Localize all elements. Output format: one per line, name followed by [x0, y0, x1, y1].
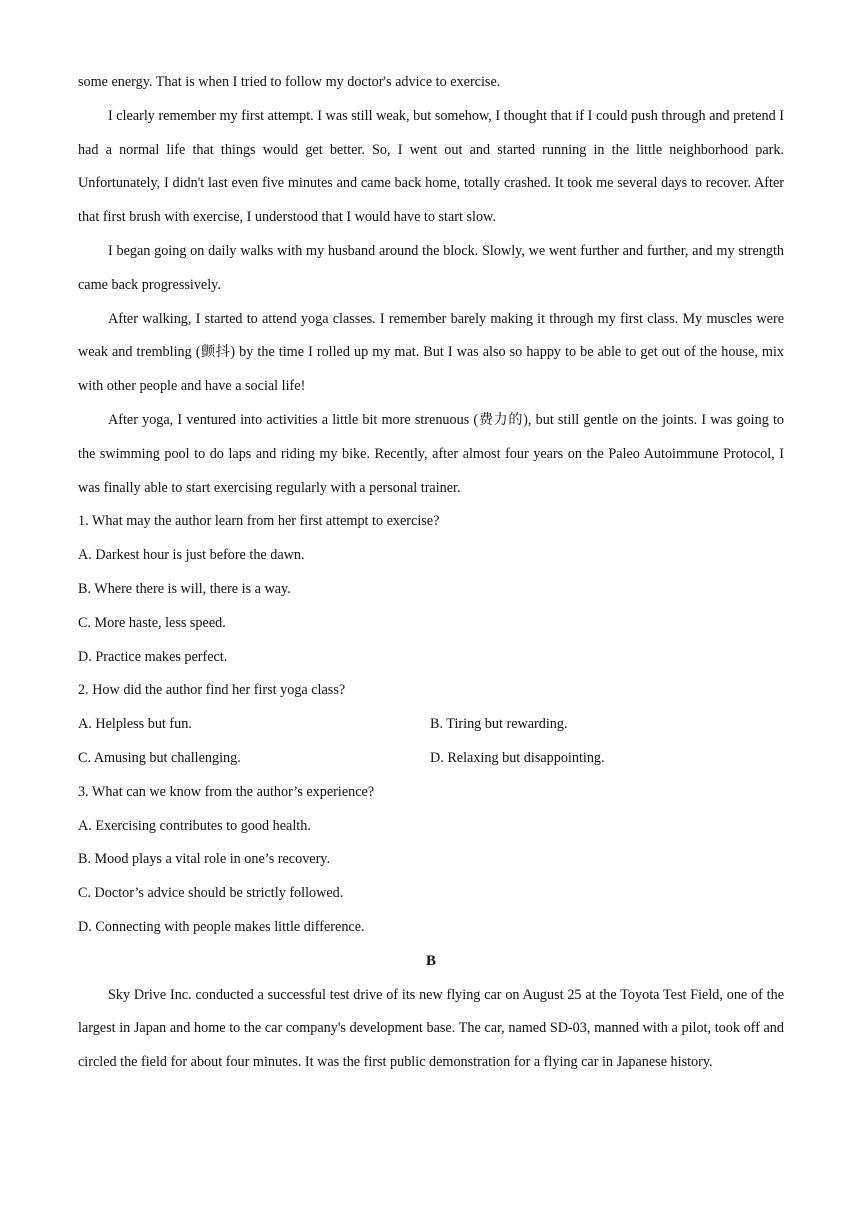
- passage-a-paragraph-2: I began going on daily walks with my husband around the block. Slowly, we went further and further, and my strength came back progressively.: [78, 242, 784, 293]
- question-2-options-row-1: [78, 708, 784, 742]
- question-3-option-c: C. Doctor’s advice should be strictly followed.: [78, 885, 344, 902]
- question-1-option-c: C. More haste, less speed.: [78, 614, 226, 631]
- question-2-options-row-2: [78, 742, 784, 776]
- question-3-stem: 3. What can we know from the author’s experience?: [78, 783, 375, 800]
- passage-a-paragraph-1: I clearly remember my first attempt. I was still weak, but somehow, I thought that if I could push through and pretend I had a normal life that things would get better. So, I went out and started running in the little neighborhood park. Unfortunately, I didn't last even five minutes and came back home, totally crashed. It took me several days to recover. After that first brush with exercise, I understood that I would have to start slow.: [78, 107, 784, 226]
- passage-a-paragraph-4: After yoga, I ventured into activities a little bit more strenuous (费力的), but still gentle on the joints. I was going to the swimming pool to do laps and riding my bike. Recently, after almost four years on the Paleo Autoimmune Protocol, I was finally able to start exercising regularly with a personal trainer.: [78, 411, 784, 496]
- question-2-option-a: A. Helpless but fun.: [78, 716, 192, 733]
- question-1-stem: 1. What may the author learn from her first attempt to exercise?: [78, 513, 440, 530]
- question-3-option-a: A. Exercising contributes to good health.: [78, 817, 311, 834]
- question-2-option-d: D. Relaxing but disappointing.: [430, 749, 605, 766]
- question-1-option-b: B. Where there is will, there is a way.: [78, 580, 291, 597]
- question-1-option-d: D. Practice makes perfect.: [78, 648, 228, 665]
- question-2-option-b: B. Tiring but rewarding.: [430, 716, 568, 733]
- question-1-option-a: A. Darkest hour is just before the dawn.: [78, 547, 305, 564]
- question-2-stem: 2. How did the author find her first yoga class?: [78, 682, 346, 699]
- passage-a-paragraph-0: some energy. That is when I tried to follow my doctor's advice to exercise.: [78, 74, 501, 90]
- passage-a-paragraph-3: After walking, I started to attend yoga classes. I remember barely making it through my first class. My muscles were weak and trembling (颤抖) by the time I rolled up my mat. But I was also so happy to be able to get out of the house, mix with other people and have a social life!: [78, 310, 784, 395]
- section-b-title: B: [425, 952, 436, 969]
- section-b-paragraph-1: Sky Drive Inc. conducted a successful test drive of its new flying car on August 25 at the Toyota Test Field, one of the largest in Japan and home to the car company's development base. The car, named SD-03, manned with a pilot, took off and circled the field for about four minutes. It was the first public demonstration for a flying car in Japanese history.: [78, 986, 784, 1071]
- question-3-option-b: B. Mood plays a vital role in one’s recovery.: [78, 851, 331, 868]
- question-3-option-d: D. Connecting with people makes little difference.: [78, 918, 365, 935]
- document-page: [78, 66, 784, 1080]
- question-2-option-c: C. Amusing but challenging.: [78, 749, 241, 766]
